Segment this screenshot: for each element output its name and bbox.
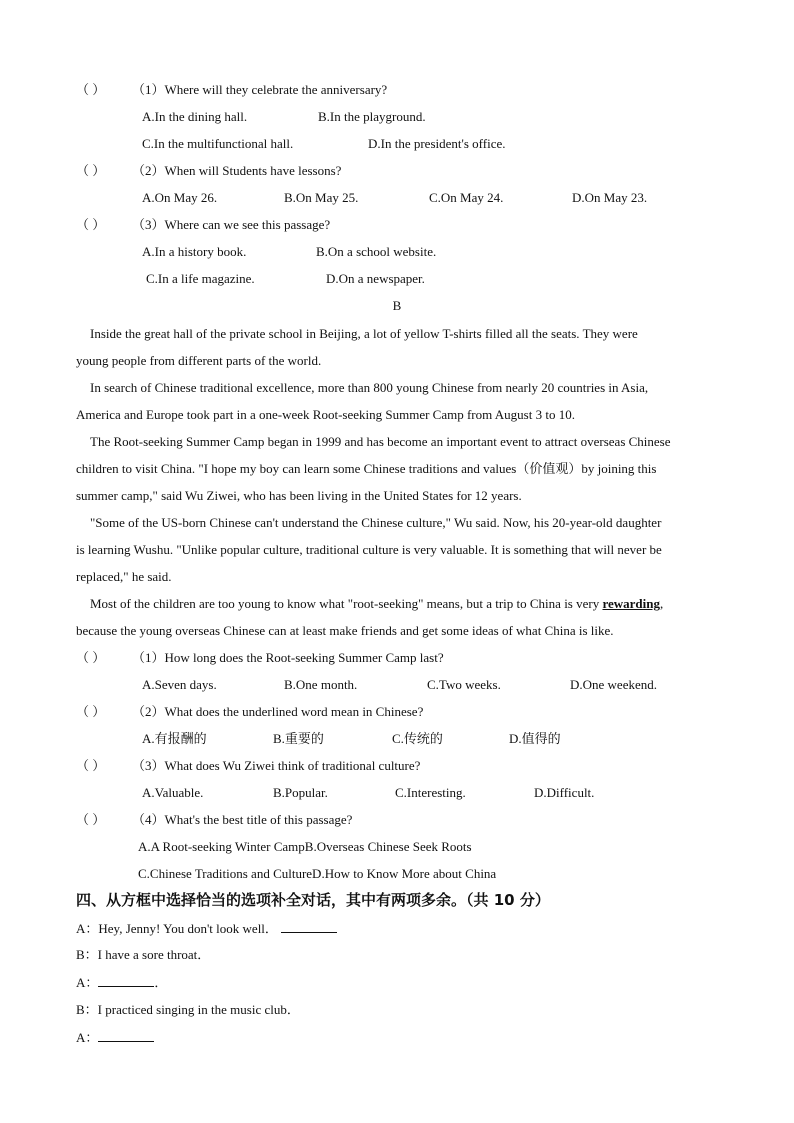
question-text: （1）How long does the Root-seeking Summer Camp last? [132,650,444,665]
answer-blank[interactable] [281,920,337,933]
option-a: A.In a history book. [142,244,247,259]
dialogue-line-4: B：I practiced singing in the music club． [76,1002,300,1017]
dialogue-text: A：Hey, Jenny! You don't look well． [76,921,278,936]
answer-blank[interactable] [98,1029,154,1042]
passage-line: "Some of the US-born Chinese can't understand the Chinese culture," Wu said. Now, his 20-year-old daughter [90,515,662,530]
question-text: （4）What's the best title of this passage? [132,812,353,827]
passage-line: summer camp," said Wu Ziwei, who has been living in the United States for 12 years. [76,488,522,503]
dialogue-text: ． [154,975,168,990]
dialogue-line-3 [76,974,167,991]
section-heading: 四、从方框中选择恰当的选项补全对话，其中有两项多余。（共 10 分） [76,891,550,909]
question-text: （1）Where will they celebrate the anniversary? [132,82,388,97]
question-a1 [76,82,387,98]
passage-line [90,596,732,612]
option-c: C.On May 24. [429,190,504,205]
question-b4 [76,812,352,828]
option-d: D.值得的 [509,731,561,746]
option-b: B.Popular. [273,785,328,800]
option-c: C.In the multifunctional hall. [142,136,294,151]
passage-line: In search of Chinese traditional excellence, more than 800 young Chinese from nearly 20 countries in Asia, [90,380,649,395]
option-d: D.Difficult. [534,785,595,800]
dialogue-text: A： [76,975,99,990]
answer-paren: （ ） [76,650,106,665]
answer-paren: （ ） [76,704,106,719]
section-label-b: B [392,298,402,313]
dialogue-text: A： [76,1030,99,1045]
dialogue-line-1 [76,920,337,937]
question-b2 [76,704,423,720]
question-a2 [76,163,341,179]
option-d: D.On a newspaper. [326,271,425,286]
option-a: A.Valuable. [142,785,204,800]
option-b: B.One month. [284,677,358,692]
option-a: A.Seven days. [142,677,217,692]
option-a: A.On May 26. [142,190,218,205]
option-c: C.In a life magazine. [146,271,255,286]
question-a3 [76,217,330,233]
option-a: A.有报酬的 [142,731,207,746]
passage-text: Most of the children are too young to know what "root-seeking" means, but a trip to China is very [90,596,603,611]
question-text: （2）When will Students have lessons? [132,163,342,178]
answer-paren: （ ） [76,217,106,232]
option-a: A.In the dining hall. [142,109,248,124]
option-d: D.In the president's office. [368,136,506,151]
passage-line: Inside the great hall of the private school in Beijing, a lot of yellow T-shirts filled all the seats. They were [90,326,638,341]
underlined-word: rewarding [602,596,661,611]
question-text: （3）Where can we see this passage? [132,217,331,232]
option-c: C.传统的 [392,731,443,746]
option-b: B.On May 25. [284,190,359,205]
option-c: C.Interesting. [395,785,466,800]
answer-paren: （ ） [76,812,106,827]
passage-line: because the young overseas Chinese can at least make friends and get some ideas of what China is like. [76,623,614,638]
option-d: D.On May 23. [572,190,648,205]
dialogue-line-2: B：I have a sore throat． [76,947,211,962]
option-cd: C.Chinese Traditions and CultureD.How to Know More about China [138,866,497,881]
passage-line: America and Europe took part in a one-week Root-seeking Summer Camp from August 3 to 10. [76,407,575,422]
passage-line: children to visit China. "I hope my boy can learn some Chinese traditions and values（价值观）by joining this [76,461,657,476]
passage-line: young people from different parts of the world. [76,353,322,368]
option-b: B.On a school website. [316,244,437,259]
question-text: （2）What does the underlined word mean in Chinese? [132,704,424,719]
passage-line: The Root-seeking Summer Camp began in 1999 and has become an important event to attract overseas Chinese [90,434,671,449]
dialogue-line-5 [76,1029,154,1046]
option-c: C.Two weeks. [427,677,501,692]
answer-blank[interactable] [98,974,154,987]
question-text: （3）What does Wu Ziwei think of traditional culture? [132,758,421,773]
answer-paren: （ ） [76,758,106,773]
passage-text: , [660,596,664,611]
option-d: D.One weekend. [570,677,657,692]
answer-paren: （ ） [76,163,106,178]
question-b1 [76,650,444,666]
question-b3 [76,758,420,774]
answer-paren: （ ） [76,82,106,97]
passage-line: replaced," he said. [76,569,172,584]
option-b: B.In the playground. [318,109,426,124]
option-ab: A.A Root-seeking Winter CampB.Overseas Chinese Seek Roots [138,839,472,854]
option-b: B.重要的 [273,731,324,746]
passage-line: is learning Wushu. "Unlike popular culture, traditional culture is very valuable. It is something that will never be [76,542,662,557]
